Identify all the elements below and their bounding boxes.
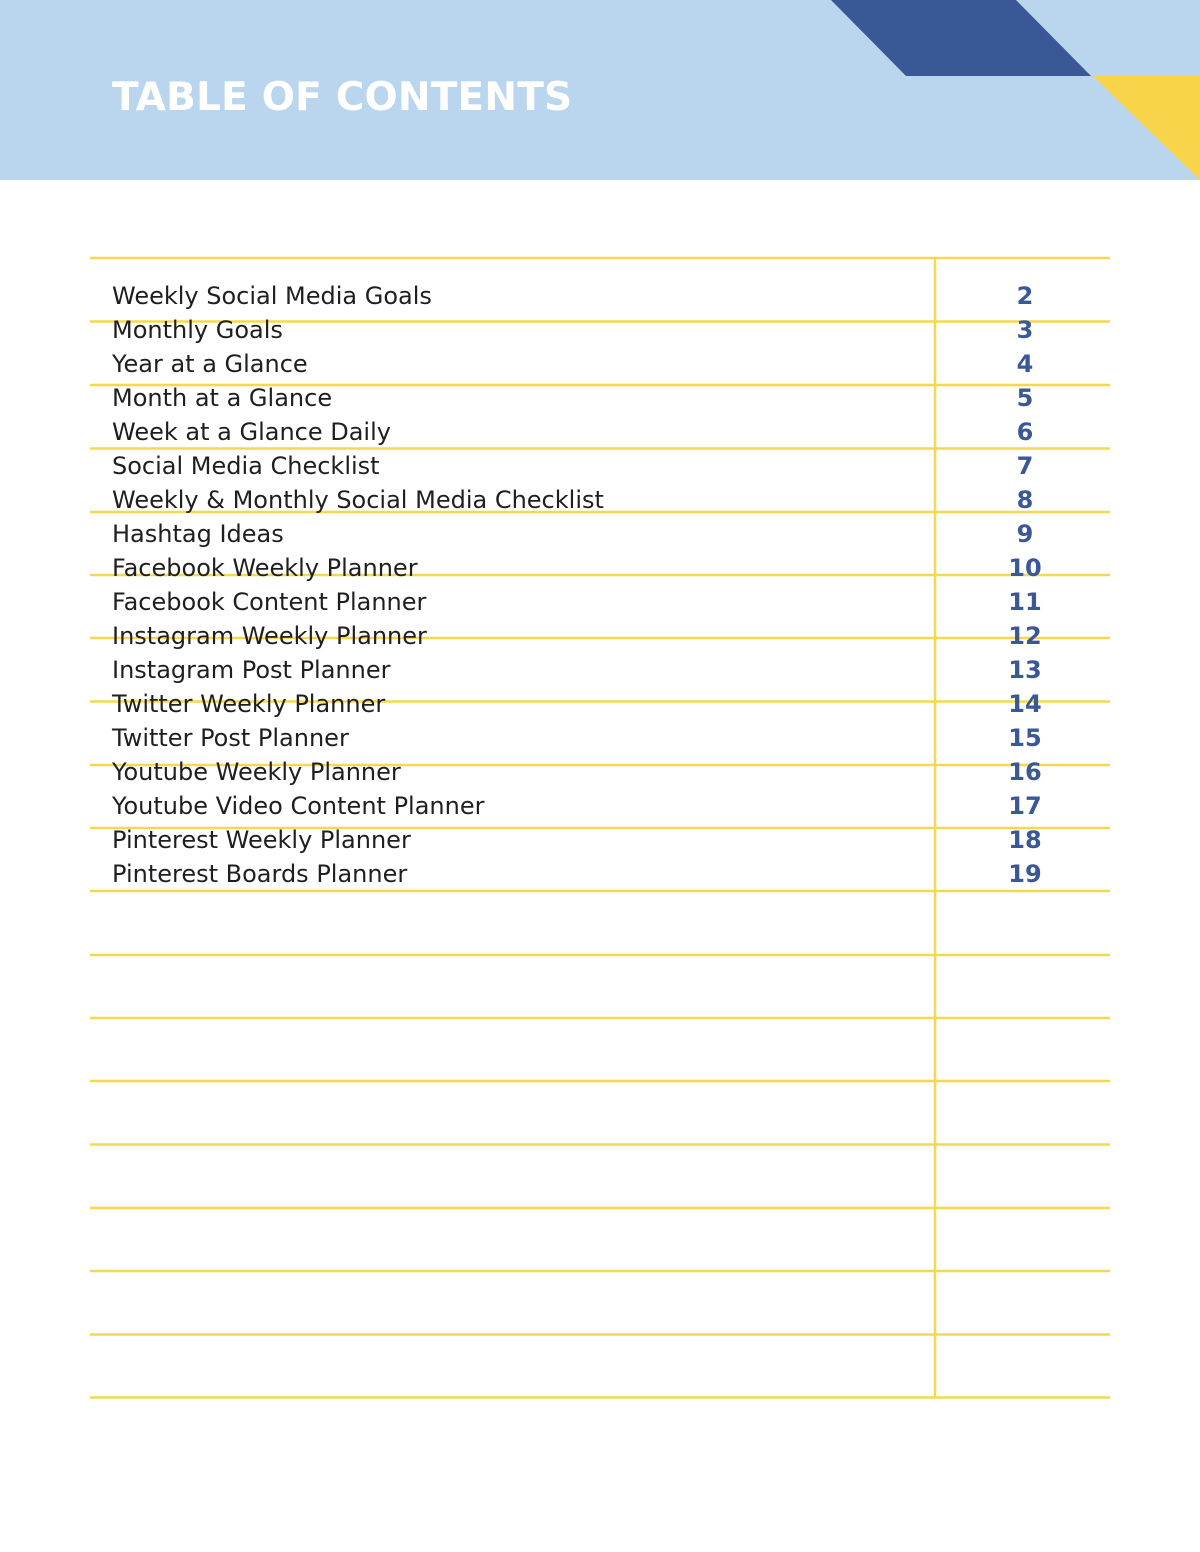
toc-entry[interactable] bbox=[0, 857, 1200, 891]
toc-entry[interactable] bbox=[0, 823, 1200, 857]
toc-entry-page: 3 bbox=[1016, 316, 1034, 344]
toc-entry-page: 5 bbox=[1016, 384, 1034, 412]
toc-entry-page: 17 bbox=[1008, 792, 1042, 820]
toc-entry[interactable] bbox=[0, 313, 1200, 347]
toc-entry-title: Weekly & Monthly Social Media Checklist bbox=[112, 486, 604, 514]
toc-entry[interactable] bbox=[0, 551, 1200, 585]
toc-entry-title: Instagram Weekly Planner bbox=[112, 622, 427, 650]
toc-entry[interactable] bbox=[0, 449, 1200, 483]
toc-entry[interactable] bbox=[0, 721, 1200, 755]
toc-entry-page: 7 bbox=[1016, 452, 1034, 480]
toc-entry[interactable] bbox=[0, 415, 1200, 449]
toc-entry[interactable] bbox=[0, 585, 1200, 619]
toc-entry[interactable] bbox=[0, 483, 1200, 517]
toc-entry-page: 16 bbox=[1008, 758, 1042, 786]
toc-entry-page: 6 bbox=[1016, 418, 1034, 446]
toc-entry-title: Facebook Content Planner bbox=[112, 588, 427, 616]
toc-entry-title: Facebook Weekly Planner bbox=[112, 554, 418, 582]
toc-entry-page: 2 bbox=[1016, 282, 1034, 310]
toc-entry-page: 10 bbox=[1008, 554, 1042, 582]
toc-entry-title: Hashtag Ideas bbox=[112, 520, 284, 548]
toc-entry[interactable] bbox=[0, 381, 1200, 415]
toc-entry-title: Pinterest Weekly Planner bbox=[112, 826, 411, 854]
page-title: TABLE OF CONTENTS bbox=[112, 75, 573, 120]
toc-entry[interactable] bbox=[0, 789, 1200, 823]
toc-entry-page: 15 bbox=[1008, 724, 1042, 752]
toc-entry-title: Youtube Weekly Planner bbox=[112, 758, 401, 786]
toc-entry-page: 13 bbox=[1008, 656, 1042, 684]
toc-entry-title: Instagram Post Planner bbox=[112, 656, 391, 684]
toc-entry-page: 4 bbox=[1016, 350, 1034, 378]
toc-entry-page: 19 bbox=[1008, 860, 1042, 888]
toc-entry-title: Youtube Video Content Planner bbox=[112, 792, 485, 820]
toc-entry-page: 8 bbox=[1016, 486, 1034, 514]
toc-entry[interactable] bbox=[0, 619, 1200, 653]
toc-entry-title: Weekly Social Media Goals bbox=[112, 282, 432, 310]
toc-entry-title: Week at a Glance Daily bbox=[112, 418, 391, 446]
toc-entry-title: Monthly Goals bbox=[112, 316, 283, 344]
toc-entry-title: Year at a Glance bbox=[112, 350, 308, 378]
toc-entry[interactable] bbox=[0, 653, 1200, 687]
toc-entry-page: 14 bbox=[1008, 690, 1042, 718]
toc-entry-page: 12 bbox=[1008, 622, 1042, 650]
toc-entry-page: 11 bbox=[1008, 588, 1042, 616]
toc-entry-title: Twitter Post Planner bbox=[112, 724, 349, 752]
toc-entry-title: Twitter Weekly Planner bbox=[112, 690, 386, 718]
toc-entry[interactable] bbox=[0, 279, 1200, 313]
toc-entry-title: Social Media Checklist bbox=[112, 452, 380, 480]
toc-entry[interactable] bbox=[0, 755, 1200, 789]
toc-entry[interactable] bbox=[0, 517, 1200, 551]
toc-entry-page: 18 bbox=[1008, 826, 1042, 854]
toc-entry-page: 9 bbox=[1016, 520, 1034, 548]
toc-entry-title: Pinterest Boards Planner bbox=[112, 860, 408, 888]
toc-entry[interactable] bbox=[0, 347, 1200, 381]
toc-entry-title: Month at a Glance bbox=[112, 384, 333, 412]
toc-entry[interactable] bbox=[0, 687, 1200, 721]
